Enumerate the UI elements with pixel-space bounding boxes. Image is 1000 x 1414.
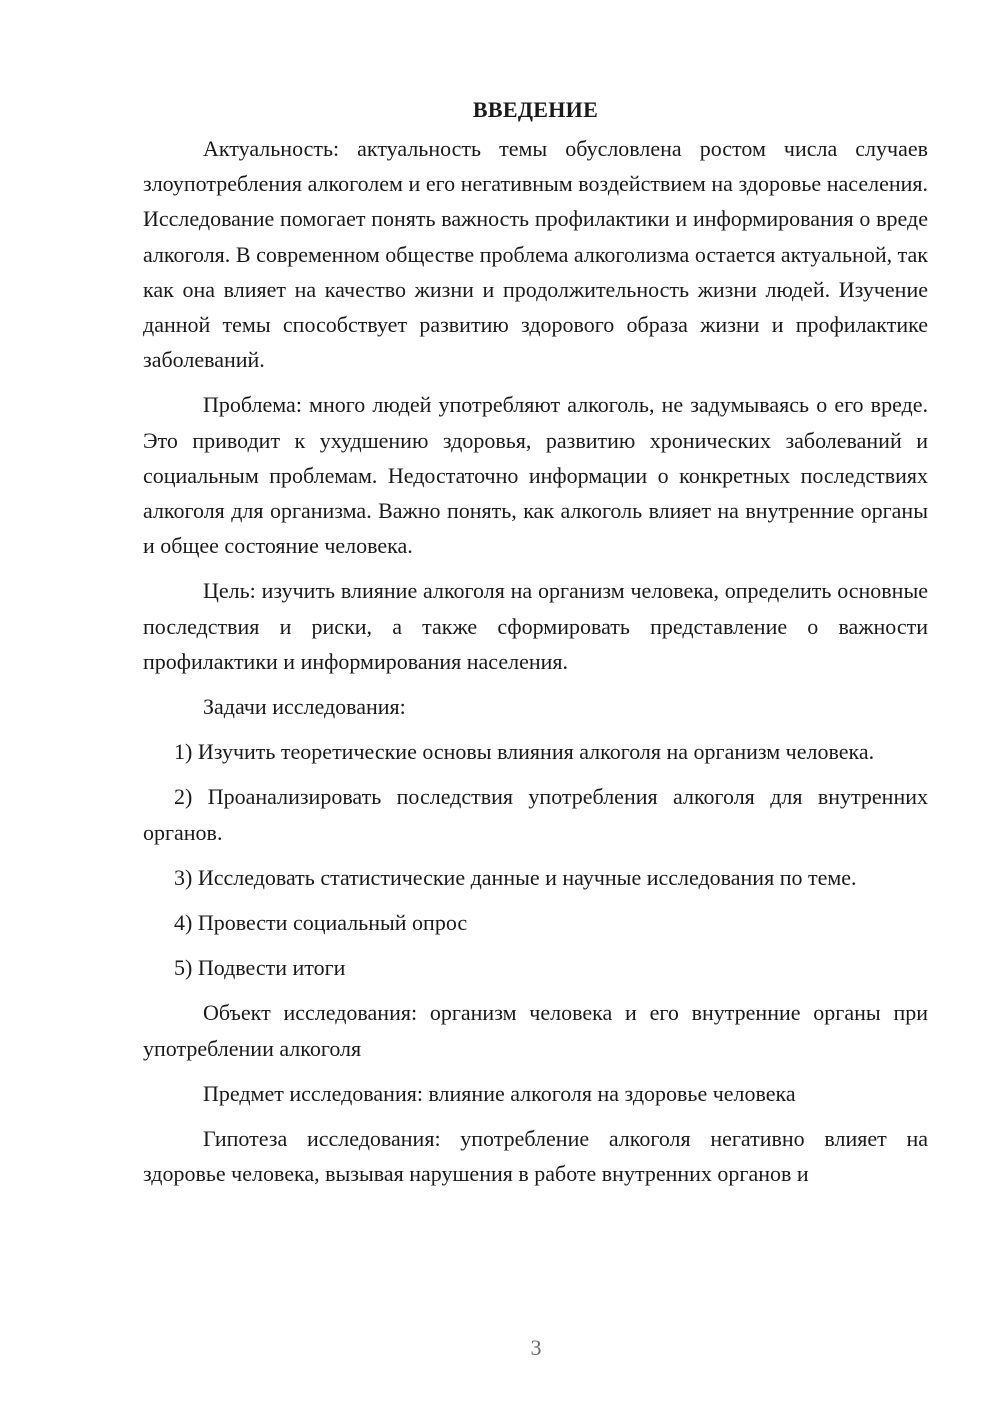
task-item: 1) Изучить теоретические основы влияния алкоголя на организм человека. bbox=[174, 739, 875, 765]
task-item: 5) Подвести итоги bbox=[174, 955, 346, 981]
page-number: 3 bbox=[530, 1335, 542, 1360]
task-item: 3) Исследовать статистические данные и научные исследования по теме. bbox=[174, 864, 857, 890]
paragraph-problem: Проблема: много людей употребляют алкоголь, не задумываясь о его вреде. Это приводит к ухудшению здоровья, развитию хронических заболеваний и социальным проблемам. Недостаточно информации о конкретных последствиях алкоголя для организма. Важно понять, как алкоголь влияет на внутренние органы и общее состояние человека. bbox=[143, 392, 928, 559]
paragraph-hypothesis: Гипотеза исследования: употребление алкоголя негативно влияет на здоровье человека, вызывая нарушения в работе внутренних органов и bbox=[143, 1126, 928, 1187]
tasks-heading: Задачи исследования: bbox=[203, 694, 406, 720]
task-item: 2) Проанализировать последствия употребления алкоголя для внутренних органов. bbox=[143, 784, 928, 845]
paragraph-subject: Предмет исследования: влияние алкоголя на здоровье человека bbox=[203, 1080, 796, 1106]
paragraph-object: Объект исследования: организм человека и его внутренние органы при употреблении алкоголя bbox=[143, 1000, 928, 1061]
paragraph-relevance: Актуальность: актуальность темы обусловлена ростом числа случаев злоупотребления алкоголем и его негативным воздействием на здоровье населения. Исследование помогает понять важность профилактики и информирования о вреде алкоголя. В современном обществе проблема алкоголизма остается актуальной, так как она влияет на качество жизни и продолжительность жизни людей. Изучение данной темы способствует развитию здорового образа жизни и профилактике заболеваний. bbox=[143, 136, 928, 373]
task-item: 4) Провести социальный опрос bbox=[174, 910, 468, 936]
paragraph-goal: Цель: изучить влияние алкоголя на организм человека, определить основные последствия и риски, а также сформировать представление о важности профилактики и информирования населения. bbox=[143, 578, 928, 674]
section-title: ВВЕДЕНИЕ bbox=[472, 97, 599, 122]
document-body bbox=[143, 92, 928, 1201]
